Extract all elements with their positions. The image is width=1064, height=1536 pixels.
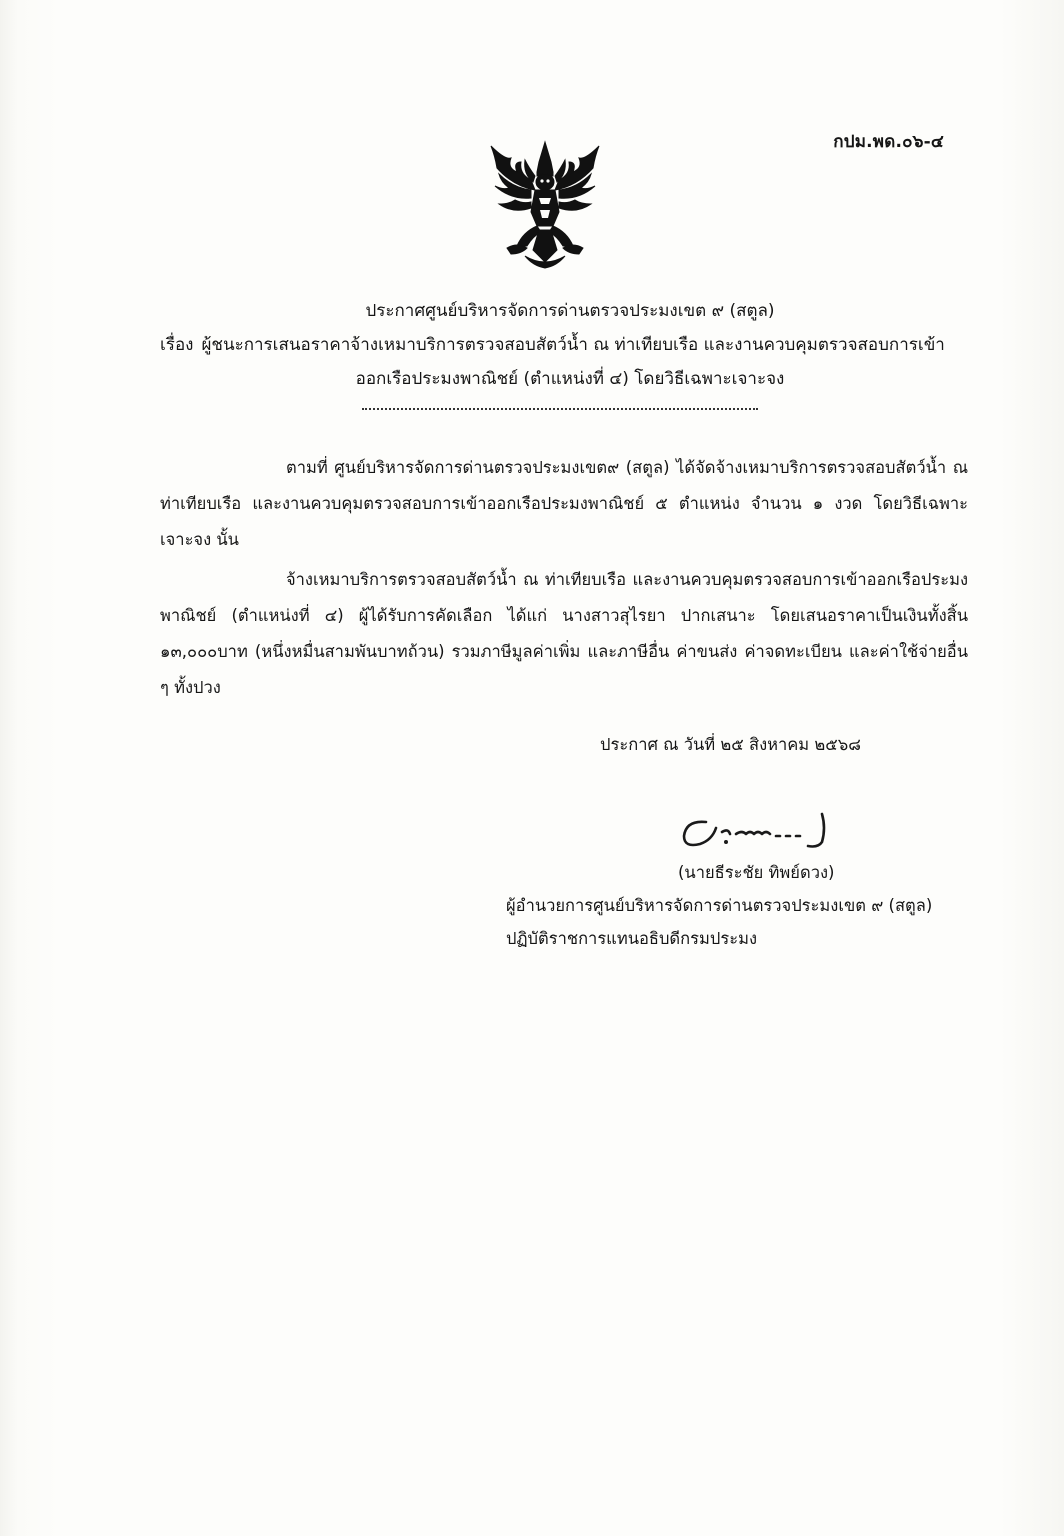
body-paragraph-2: [160, 562, 968, 706]
garuda-emblem-icon: [487, 138, 603, 270]
paragraph-1-text: ตามที่ ศูนย์บริหารจัดการด่านตรวจประมงเขต๙ (สตูล) ได้จัดจ้างเหมาบริการตรวจสอบสัตว์น้ำ ณ ท่าเทียบเรือ และงานควบคุมตรวจสอบการเข้าออกเรือประมงพาณิชย์ ๕ ตำแหน่ง จำนวน ๑ งวด โดยวิธีเฉพาะเจาะจง นั้น: [160, 458, 968, 549]
signatory-role: ปฏิบัติราชการแทนอธิบดีกรมประมง: [506, 929, 758, 948]
signatory-name: (นายธีระชัย ทิพย์ดวง): [678, 863, 835, 882]
signatory-title: ผู้อำนวยการศูนย์บริหารจัดการด่านตรวจประมงเขต ๙ (สตูล): [506, 896, 933, 915]
announcement-title: ประกาศศูนย์บริหารจัดการด่านตรวจประมงเขต ๙ (สตูล): [365, 301, 775, 321]
document-code: กปม.พด.๐๖-๔: [833, 132, 944, 152]
handwritten-signature: [672, 808, 852, 858]
announcement-date: ประกาศ ณ วันที่ ๒๕ สิงหาคม ๒๕๖๘: [600, 735, 861, 754]
signatory-block: [480, 856, 980, 955]
subject-text-line2: ออกเรือประมงพาณิชย์ (ตำแหน่งที่ ๔) โดยวิธีเฉพาะเจาะจง: [355, 369, 785, 389]
announcement-heading: [160, 294, 980, 396]
subject-line: [160, 328, 980, 362]
paragraph-2-text: จ้างเหมาบริการตรวจสอบสัตว์น้ำ ณ ท่าเทียบเรือ และงานควบคุมตรวจสอบการเข้าออกเรือประมงพาณิชย์ (ตำแหน่งที่ ๔) ผู้ได้รับการคัดเลือก ได้แก่ นางสาวสุไรยา ปากเสนาะ โดยเสนอราคาเป็นเงินทั้งสิ้น ๑๓,๐๐๐บาท (หนึ่งหมื่นสามพันบาทถ้วน) รวมภาษีมูลค่าเพิ่ม และภาษีอื่น ค่าขนส่ง ค่าจดทะเบียน และค่าใช้จ่ายอื่น ๆ ทั้งปวง: [160, 570, 968, 697]
body-paragraph-1: [160, 450, 968, 558]
subject-label: เรื่อง: [160, 335, 194, 355]
dotted-divider: [362, 408, 758, 410]
subject-text-line1: ผู้ชนะการเสนอราคาจ้างเหมาบริการตรวจสอบสัตว์น้ำ ณ ท่าเทียบเรือ และงานควบคุมตรวจสอบการเข้า: [201, 335, 945, 355]
